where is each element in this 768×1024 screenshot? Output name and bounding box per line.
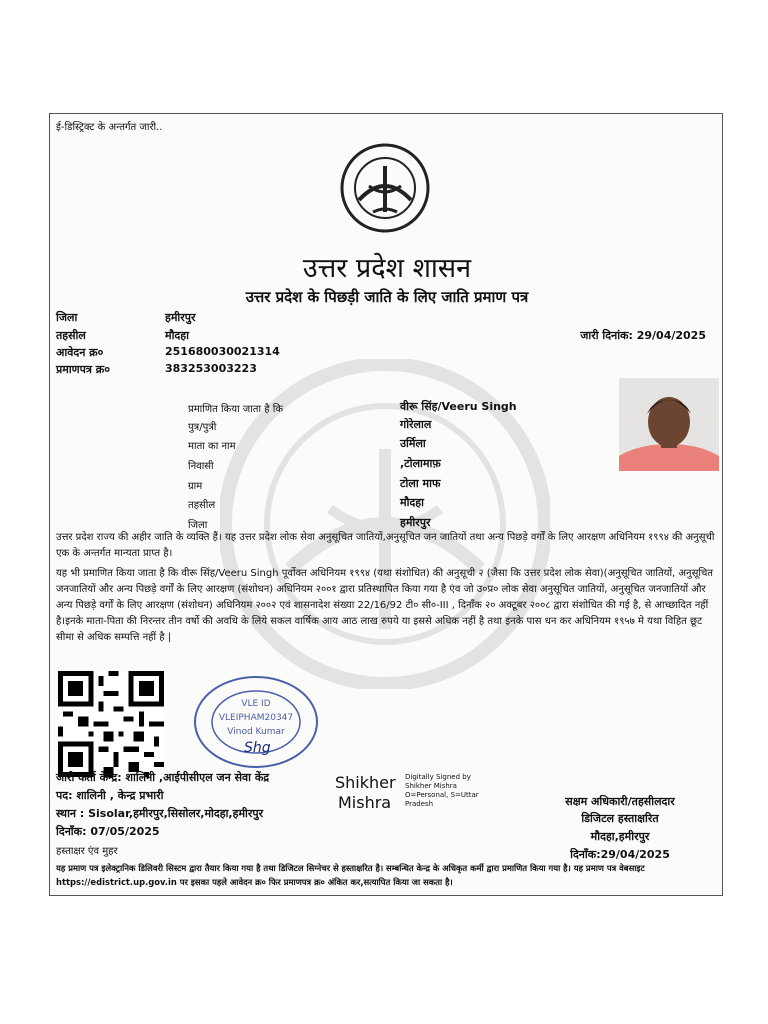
issuer-sign-label: हस्ताक्षर एंव मुहर <box>56 846 118 857</box>
detail-label-district: जिला <box>188 520 208 531</box>
meta-label-district: जिला <box>56 311 78 324</box>
detail-label-certified: प्रमाणित किया जाता है कि <box>188 404 284 415</box>
detail-label-village: ग्राम <box>188 481 203 492</box>
stamp-vle-id-value: VLEIPHAM20347 <box>218 713 294 723</box>
detail-value-resident: ,टोलामाफ़ <box>400 457 441 470</box>
detail-label-mother: माता का नाम <box>188 441 236 452</box>
paragraph-caste: उत्तर प्रदेश राज्य की अहीर जाति के व्यक्ति हैं। यह उत्तर प्रदेश लोक सेवा अनुसूचित जातियों,अनुसूचित जन जातियों तथा अन्य पिछड़े वर्गों के लिए आरक्षण अधिनियम १९९४ की अनुसूची एक के अन्तर्गत मान्यता प्राप्त है। <box>56 532 715 559</box>
authority-digitally-signed: डिजिटल हस्ताक्षरित <box>581 812 659 825</box>
detail-label-son-of: पुत्र/पुत्री <box>188 422 217 433</box>
paragraph-certification: यह भी प्रमाणित किया जाता है कि वीरू सिंह/Veeru Singh पूर्वोक्त अधिनियम १९९४ (यथा संशोधित) की अनुसूची २ (जैसा कि उत्तर प्रदेश लोक सेवा)(अनुसूचित जातियों, अनुसूचित जनजातियों और अन्य पिछड़े वर्गों के लिए आरक्षण (संशोधन) अधिनियम २००१ द्वारा प्रतिस्थापित किया गया है एंव जो उ०प्र० लोक सेवा अनुसूचित जातियों, अनुसूचित जनजातियों और अन्य पिछड़े वर्गों के लिए आरक्षण (संशोधन) अधिनियम २००२ एवं शासनादेश संख्या 22/16/92 टी० सी०-III , दिनाँक २० अक्टूबर २००८ द्वारा संशोधित की गई है, से आच्छादित नहीं है।इनके माता-पिता की निरन्तर तीन वर्षो की अवधि के लिये सकल वार्षिक आय आठ लाख रुपये या इससे अधिक नहीं है तथा इनके पास धन कर अधिनियम १९५७ मे यथा विहित छूट सीमा से अधिक सम्पत्ति नहीं है | <box>56 568 713 643</box>
meta-value-tehsil: मौदहा <box>165 329 189 342</box>
vle-stamp <box>192 674 320 770</box>
issuer-place: स्थान : Sisolar,हमीरपुर,सिसोलर,मोदहा,हमीरपुर <box>56 807 264 820</box>
stamp-vle-id-label: VLE ID <box>241 699 271 709</box>
detail-label-tehsil: तहसील <box>188 500 216 511</box>
meta-value-certificate-no: 383253003223 <box>165 362 257 375</box>
digital-signature-detail-2: Shikher Mishra <box>405 782 457 790</box>
detail-value-mother: उर्मिला <box>400 437 426 450</box>
authority-title: सक्षम अधिकारी/तहसीलदार <box>565 795 675 808</box>
meta-value-district: हमीरपुर <box>165 311 196 324</box>
stamp-signature: Shg <box>244 740 271 756</box>
qr-code <box>58 671 164 777</box>
detail-value-father: गोरेलाल <box>400 418 432 431</box>
detail-value-village: टोला माफ <box>400 477 441 490</box>
page-subtitle: उत्तर प्रदेश के पिछड़ी जाति के लिए जाति प्रमाण पत्र <box>245 288 529 306</box>
certificate-document <box>49 113 723 896</box>
issuer-post: पद: शालिनी , केन्द्र प्रभारी <box>56 789 164 802</box>
page-title: उत्तर प्रदेश शासन <box>302 253 472 284</box>
digital-signature-detail-4: Pradesh <box>405 800 434 808</box>
issue-date: जारी दिनांक: 29/04/2025 <box>580 329 706 342</box>
header-note: ई-डिस्ट्रिक्ट के अन्तर्गत जारी.. <box>56 122 163 133</box>
issuer-center: जारी कर्ता केन्द्र: शालिनी ,आईपीसीएल जन सेवा केंद्र <box>56 771 270 784</box>
meta-label-application-no: आवेदन क्र० <box>56 346 104 359</box>
digital-signature-detail-3: O=Personal, S=Uttar <box>405 791 479 799</box>
detail-value-name: वीरू सिंह/Veeru Singh <box>400 400 517 413</box>
issuer-date: दिनाँक: 07/05/2025 <box>56 825 160 838</box>
authority-date: दिनाँक:29/04/2025 <box>570 848 670 861</box>
authority-place: मौदहा,हमीरपुर <box>590 830 650 843</box>
stamp-operator-name: Vinod Kumar <box>227 727 285 737</box>
meta-value-application-no: 251680030021314 <box>165 345 280 358</box>
meta-label-tehsil: तहसील <box>56 329 86 342</box>
detail-label-resident: निवासी <box>188 461 214 472</box>
applicant-photo <box>619 378 719 471</box>
digital-signer-last-name: Mishra <box>338 793 392 812</box>
digital-signer-first-name: Shikher <box>335 773 396 792</box>
digital-signature-detail-1: Digitally Signed by <box>405 773 471 781</box>
detail-value-tehsil: मौदहा <box>400 496 424 509</box>
detail-value-district: हमीरपुर <box>400 516 431 529</box>
meta-label-certificate-no: प्रमाणपत्र क्र० <box>56 363 110 376</box>
state-emblem-icon <box>333 142 437 234</box>
footer-verification-note: यह प्रमाण पत्र इलेक्ट्रानिक डिलिवरी सिस्टम द्वारा तैयार किया गया है तथा डिजिटल सिग्नेचर से हस्ताक्षरित है। सम्बन्धित केन्द्र के अधिकृत कर्मी द्वारा प्रमाणित किया गया है। यह प्रमाण पत्र वेबसाइट https://edistrict.up.gov.in पर इसका पहले आवेदन क्र० फिर प्रमाणपत्र क्र० अंकित कर,सत्यापित किया जा सकता है। <box>56 863 645 887</box>
